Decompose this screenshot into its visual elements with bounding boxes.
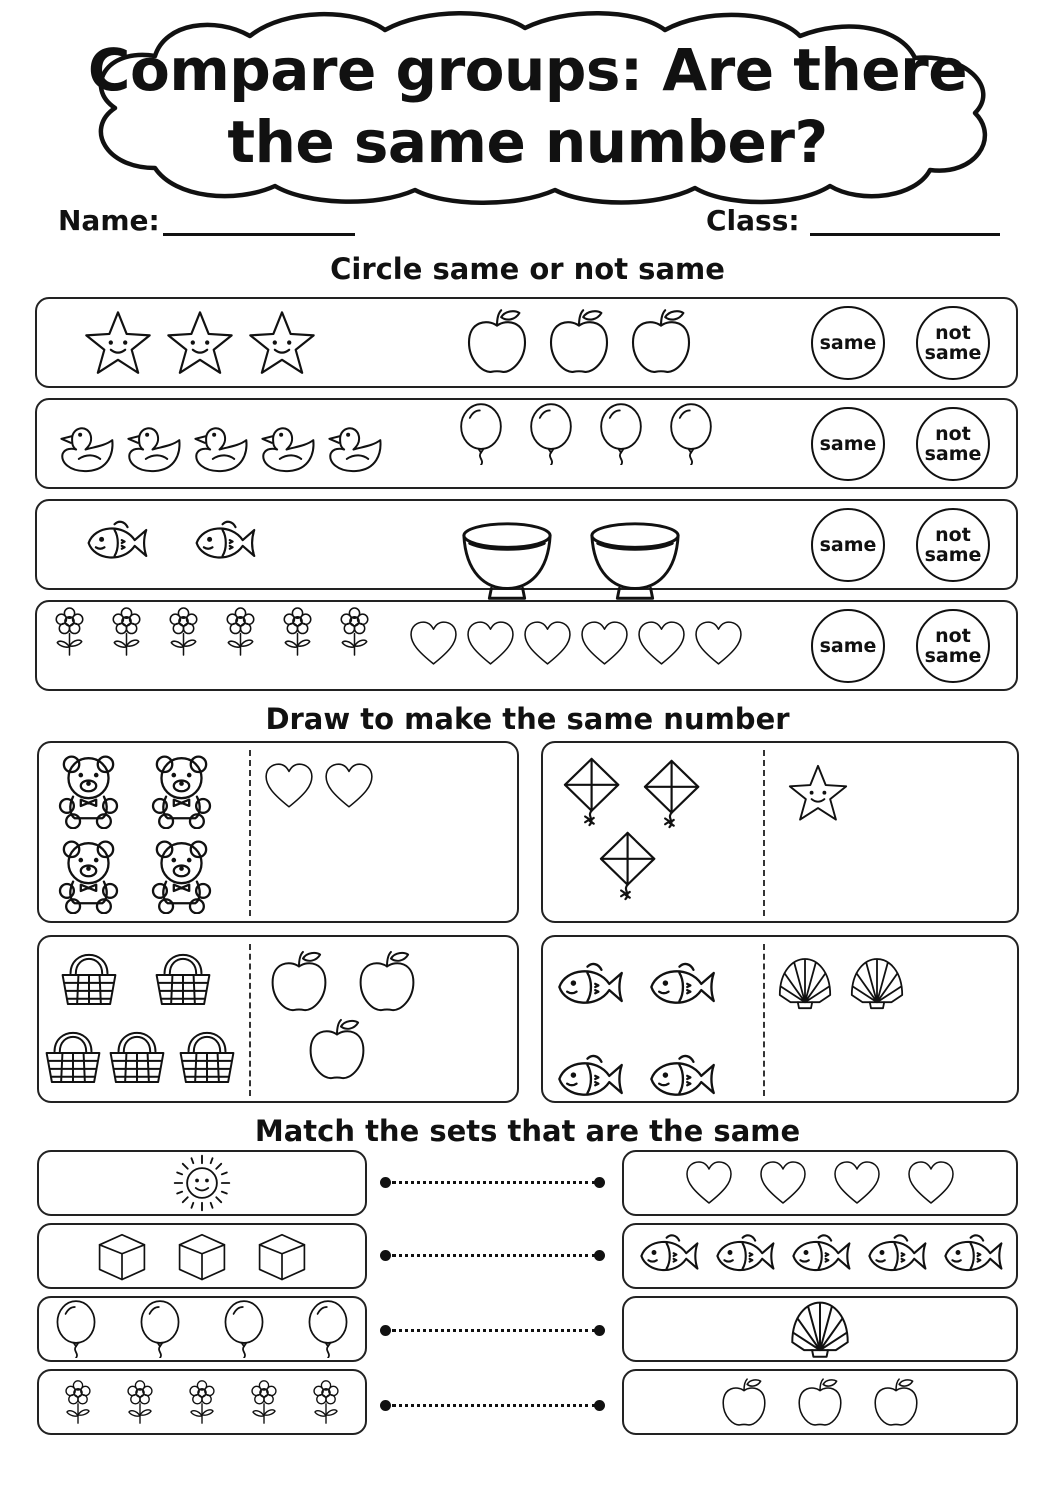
- apple-icon: [718, 1376, 770, 1428]
- apple-icon-wrap: [354, 948, 420, 1018]
- flower-icon: [179, 1379, 225, 1425]
- star-icon: [786, 762, 850, 826]
- kite-icon-wrap: [632, 758, 704, 834]
- draw-panel-4-divider: [763, 944, 765, 1096]
- not-same-option-row-3[interactable]: not same: [916, 508, 990, 582]
- bowl-icon: [586, 514, 684, 612]
- kite-icon-wrap: [588, 830, 660, 906]
- name-label: Name:: [58, 204, 160, 237]
- balloon-icon: [215, 1300, 273, 1358]
- match-left-set-4-icons: [37, 1369, 367, 1435]
- kite-icon: [588, 830, 660, 902]
- compare-row-4-left-set: [44, 606, 380, 657]
- name-write-line[interactable]: [163, 233, 355, 236]
- page-title-line-2: the same number?: [227, 108, 828, 176]
- cube-icon: [94, 1228, 150, 1284]
- same-option-row-3[interactable]: same: [811, 508, 885, 582]
- apple-icon: [304, 1016, 370, 1082]
- heart-icon: [758, 1158, 808, 1208]
- kite-icon: [632, 758, 704, 830]
- not-same-option-row-1[interactable]: not same: [916, 306, 990, 380]
- apple-icon: [544, 306, 614, 376]
- fish-icon: [642, 1040, 720, 1118]
- match-right-set-1-icons: [622, 1150, 1018, 1216]
- match-dotted-line-4: [392, 1404, 596, 1407]
- match-dotted-line-2: [392, 1254, 596, 1257]
- page-title-line-1: Compare groups: Are there: [87, 36, 968, 104]
- basket-icon-wrap: [174, 1020, 240, 1090]
- teddy-bear-icon: [50, 752, 127, 829]
- teddy-bear-icon: [143, 837, 220, 914]
- flower-icon: [241, 1379, 287, 1425]
- flower-icon: [215, 606, 266, 657]
- fish-icon: [188, 507, 260, 579]
- section-heading-draw: Draw to make the same number: [265, 702, 790, 736]
- basket-icon: [104, 1020, 170, 1086]
- draw-panel-1-given-set: [263, 760, 375, 812]
- draw-panel-4-drawing-area[interactable]: [766, 1020, 1014, 1096]
- heart-icon: [522, 618, 573, 669]
- draw-panel-1-left-set: [50, 752, 220, 914]
- heart-icon: [263, 760, 315, 812]
- fish-icon: [633, 1221, 703, 1291]
- draw-panel-4-given-set: [775, 953, 907, 1013]
- section-heading-circle: Circle same or not same: [330, 252, 725, 286]
- compare-row-1-left-set: [82, 308, 318, 380]
- shell-icon: [775, 953, 835, 1013]
- draw-panel-2-drawing-area[interactable]: [766, 830, 1014, 918]
- match-right-set-4-icons: [622, 1369, 1018, 1435]
- duck-icon: [52, 412, 119, 479]
- compare-row-2-left-set: [52, 412, 387, 479]
- duck-icon: [320, 412, 387, 479]
- class-label: Class:: [706, 204, 800, 237]
- bowl-icon: [458, 514, 556, 612]
- flower-icon: [158, 606, 209, 657]
- class-write-line[interactable]: [810, 233, 1000, 236]
- compare-row-3-left-set: [80, 507, 260, 579]
- draw-panel-3-drawing-area[interactable]: [430, 945, 514, 1095]
- star-icon: [164, 308, 236, 380]
- draw-panel-1-drawing-area[interactable]: [252, 810, 514, 918]
- star-icon: [246, 308, 318, 380]
- draw-panel-2-left-set: [552, 750, 752, 920]
- fish-icon: [709, 1221, 779, 1291]
- apple-icon: [794, 1376, 846, 1428]
- balloon-icon: [590, 403, 652, 465]
- heart-icon: [579, 618, 630, 669]
- heart-icon: [636, 618, 687, 669]
- match-left-set-3-icons: [37, 1296, 367, 1362]
- match-left-set-1-icons: [37, 1150, 367, 1216]
- heart-icon: [906, 1158, 956, 1208]
- draw-panel-3-divider: [249, 944, 251, 1096]
- apple-icon: [266, 948, 332, 1014]
- flower-icon: [303, 1379, 349, 1425]
- basket-icon-wrap: [56, 942, 122, 1012]
- not-same-option-row-2[interactable]: not same: [916, 407, 990, 481]
- heart-icon: [693, 618, 744, 669]
- fish-icon: [937, 1221, 1007, 1291]
- duck-icon: [253, 412, 320, 479]
- apple-icon-wrap: [266, 948, 332, 1018]
- kite-icon: [552, 756, 624, 828]
- match-left-dot-1[interactable]: [380, 1177, 391, 1188]
- match-right-set-2-icons: [622, 1223, 1018, 1289]
- compare-row-4-right-set: [408, 618, 744, 669]
- flower-icon: [101, 606, 152, 657]
- match-right-dot-3[interactable]: [594, 1325, 605, 1336]
- match-right-set-3-icons: [622, 1296, 1018, 1362]
- match-dotted-line-3: [392, 1329, 596, 1332]
- draw-panel-1-divider: [249, 750, 251, 916]
- teddy-bear-icon: [143, 752, 220, 829]
- flower-icon: [55, 1379, 101, 1425]
- apple-icon: [626, 306, 696, 376]
- balloon-icon: [299, 1300, 357, 1358]
- heart-icon: [323, 760, 375, 812]
- fish-icon: [80, 507, 152, 579]
- match-left-set-2-icons: [37, 1223, 367, 1289]
- apple-icon-wrap: [304, 1016, 370, 1086]
- same-option-row-2[interactable]: same: [811, 407, 885, 481]
- balloon-icon: [131, 1300, 189, 1358]
- basket-icon-wrap: [150, 942, 216, 1012]
- draw-panel-2-divider: [763, 750, 765, 916]
- fish-icon: [550, 948, 628, 1026]
- basket-icon: [40, 1020, 106, 1086]
- cube-icon: [174, 1228, 230, 1284]
- flower-icon: [272, 606, 323, 657]
- apple-icon: [462, 306, 532, 376]
- draw-panel-3-given-set: [258, 942, 428, 1092]
- draw-panel-2-given-set: [786, 762, 850, 826]
- basket-icon-wrap: [40, 1020, 106, 1090]
- compare-row-1-right-set: [462, 306, 696, 376]
- duck-icon: [186, 412, 253, 479]
- cube-icon: [254, 1228, 310, 1284]
- not-same-option-row-4[interactable]: not same: [916, 609, 990, 683]
- basket-icon: [56, 942, 122, 1008]
- flower-icon: [44, 606, 95, 657]
- fish-icon: [861, 1221, 931, 1291]
- balloon-icon: [520, 403, 582, 465]
- apple-icon: [354, 948, 420, 1014]
- section-heading-match: Match the sets that are the same: [254, 1114, 801, 1148]
- match-left-dot-4[interactable]: [380, 1400, 391, 1411]
- basket-icon-wrap: [104, 1020, 170, 1090]
- shell-icon: [847, 953, 907, 1013]
- shell-icon: [787, 1296, 853, 1362]
- apple-icon: [870, 1376, 922, 1428]
- balloon-icon: [660, 403, 722, 465]
- compare-row-3-right-set: [458, 514, 684, 612]
- heart-icon: [832, 1158, 882, 1208]
- duck-icon: [119, 412, 186, 479]
- flower-icon: [329, 606, 380, 657]
- same-option-row-1[interactable]: same: [811, 306, 885, 380]
- fish-icon: [550, 1040, 628, 1118]
- same-option-row-4[interactable]: same: [811, 609, 885, 683]
- star-icon: [82, 308, 154, 380]
- kite-icon-wrap: [552, 756, 624, 832]
- basket-icon: [150, 942, 216, 1008]
- match-left-dot-2[interactable]: [380, 1250, 391, 1261]
- match-left-dot-3[interactable]: [380, 1325, 391, 1336]
- balloon-icon: [450, 403, 512, 465]
- heart-icon: [684, 1158, 734, 1208]
- draw-panel-3-left-set: [40, 940, 245, 1100]
- match-right-dot-4[interactable]: [594, 1400, 605, 1411]
- match-right-dot-1[interactable]: [594, 1177, 605, 1188]
- draw-panel-4-left-set: [550, 948, 740, 1118]
- fish-icon: [785, 1221, 855, 1291]
- teddy-bear-icon: [50, 837, 127, 914]
- fish-icon: [642, 948, 720, 1026]
- basket-icon: [174, 1020, 240, 1086]
- compare-row-2-right-set: [450, 403, 722, 465]
- match-right-dot-2[interactable]: [594, 1250, 605, 1261]
- flower-icon: [117, 1379, 163, 1425]
- heart-icon: [408, 618, 459, 669]
- heart-icon: [465, 618, 516, 669]
- sun-icon: [171, 1152, 233, 1214]
- balloon-icon: [47, 1300, 105, 1358]
- match-dotted-line-1: [392, 1181, 596, 1184]
